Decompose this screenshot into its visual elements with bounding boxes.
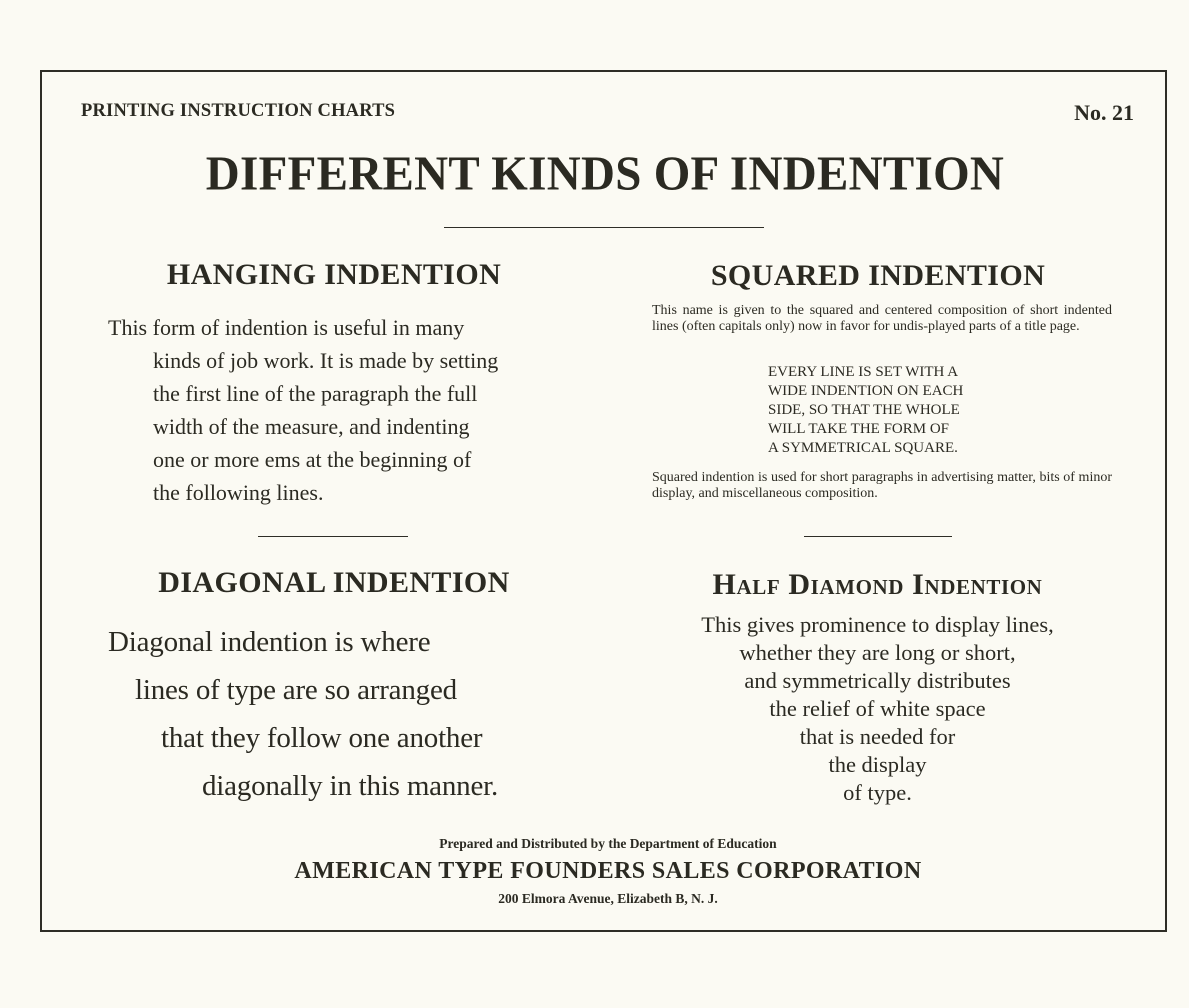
right-divider xyxy=(804,536,952,537)
squared-example-line: SIDE, SO THAT THE WHOLE xyxy=(768,402,960,418)
half-diamond-line: and symmetrically distributes xyxy=(744,668,1011,693)
squared-example-line: A SYMMETRICAL SQUARE. xyxy=(768,440,958,456)
squared-example-line: EVERY LINE IS SET WITH A xyxy=(768,364,959,380)
page-title: DIFFERENT KINDS OF INDENTION xyxy=(205,146,1005,202)
hanging-line: the first line of the paragraph the full xyxy=(153,381,478,406)
squared-outro-text: Squared indention is used for short paragraphs in advertising matter, bits of minor display, and miscellaneous composition. xyxy=(652,470,1112,501)
diagonal-line: that they follow one another xyxy=(161,722,483,754)
chart-number: No. 21 xyxy=(1074,100,1134,125)
squared-intro-text: This name is given to the squared and centered composition of short indented lines (often capitals only) now in favor for undis-played parts of a title page. xyxy=(652,303,1112,334)
half-diamond-line: the display xyxy=(828,752,927,777)
series-label: PRINTING INSTRUCTION CHARTS xyxy=(81,101,396,121)
hanging-line: width of the measure, and indenting xyxy=(153,414,470,439)
hanging-line: the following lines. xyxy=(153,480,324,505)
half-diamond-line: This gives prominence to display lines, xyxy=(701,612,1054,637)
left-divider xyxy=(258,536,408,537)
hanging-indention-title: HANGING INDENTION xyxy=(166,258,502,291)
title-divider xyxy=(444,227,764,228)
hanging-line: This form of indention is useful in many xyxy=(108,315,465,340)
squared-indention-title: SQUARED INDENTION xyxy=(710,259,1046,292)
half-diamond-indention-title: Half Diamond Indention xyxy=(712,568,1043,601)
footer-address: 200 Elmora Avenue, Elizabeth B, N. J. xyxy=(498,891,718,906)
half-diamond-line: that is needed for xyxy=(799,724,956,749)
squared-example-line: WILL TAKE THE FORM OF xyxy=(768,421,950,437)
diagonal-line: diagonally in this manner. xyxy=(202,770,499,802)
diagonal-indention-title: DIAGONAL INDENTION xyxy=(158,566,510,599)
hanging-line: kinds of job work. It is made by setting xyxy=(153,348,499,373)
diagonal-line: lines of type are so arranged xyxy=(135,674,457,706)
diagonal-line: Diagonal indention is where xyxy=(108,626,431,658)
half-diamond-body xyxy=(650,611,1105,807)
footer-company-name: AMERICAN TYPE FOUNDERS SALES CORPORATION xyxy=(294,858,922,884)
footer-prepared-by: Prepared and Distributed by the Department of Education xyxy=(439,836,777,851)
hanging-line: one or more ems at the beginning of xyxy=(153,447,472,472)
squared-example-block xyxy=(768,363,998,458)
half-diamond-line: of type. xyxy=(843,780,912,805)
hanging-indention-body xyxy=(108,311,568,509)
half-diamond-line: whether they are long or short, xyxy=(739,640,1016,665)
half-diamond-line: the relief of white space xyxy=(769,696,986,721)
squared-example-line: WIDE INDENTION ON EACH xyxy=(768,383,964,399)
